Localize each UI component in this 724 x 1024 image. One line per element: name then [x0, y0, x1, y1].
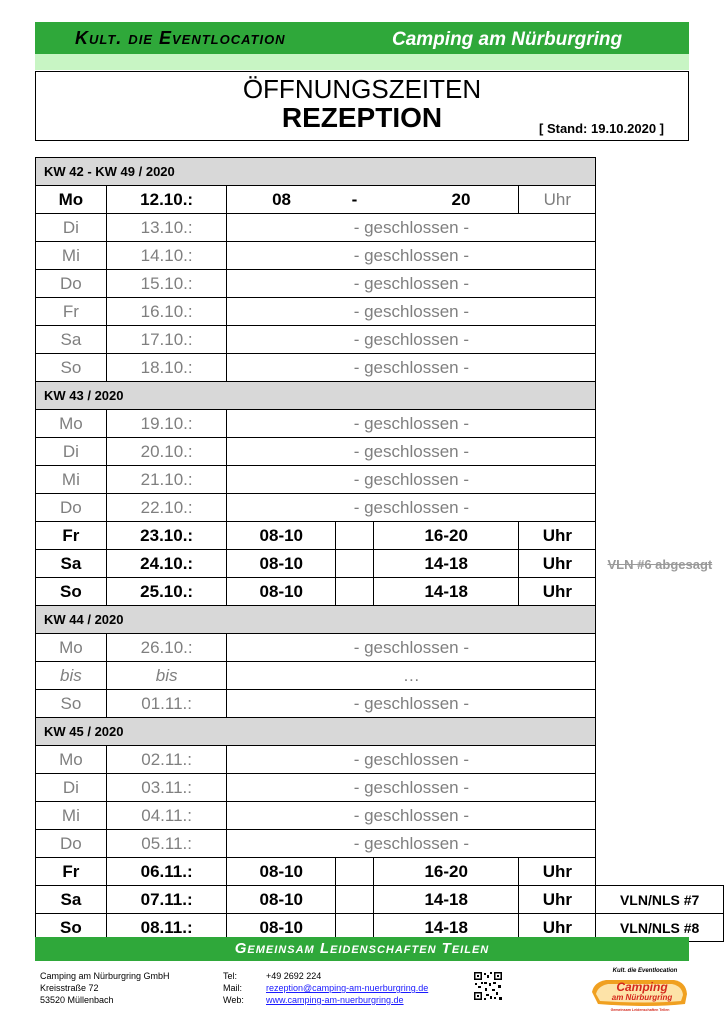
day-cell: So — [36, 578, 107, 606]
day-cell: So — [36, 914, 107, 942]
uhr-cell: Uhr — [519, 186, 596, 214]
contact-values — [266, 970, 428, 1006]
closed-cell: - geschlossen - — [227, 326, 596, 354]
closed-cell: - geschlossen - — [227, 270, 596, 298]
day-cell: Sa — [36, 550, 107, 578]
note-empty — [596, 186, 724, 214]
date-cell: 20.10.: — [106, 438, 227, 466]
closed-cell: - geschlossen - — [227, 298, 596, 326]
day-cell: So — [36, 690, 107, 718]
week-label: KW 42 - KW 49 / 2020 — [36, 158, 596, 186]
schedule-row — [36, 690, 724, 718]
empty-cell — [336, 550, 374, 578]
logo-main-text-2: am Nürburgring — [611, 993, 673, 1002]
week-label: KW 43 / 2020 — [36, 382, 596, 410]
date-cell: 07.11.: — [106, 886, 227, 914]
qr-code-icon — [473, 971, 503, 1001]
schedule-row — [36, 326, 724, 354]
camping-logo — [590, 964, 690, 1012]
note-empty — [596, 326, 724, 354]
week-label: KW 45 / 2020 — [36, 718, 596, 746]
day-cell: Fr — [36, 298, 107, 326]
date-cell: 23.10.: — [106, 522, 227, 550]
tel-value: +49 2692 224 — [266, 971, 322, 981]
uhr-cell: Uhr — [519, 522, 596, 550]
uhr-cell: Uhr — [519, 914, 596, 942]
day-cell: Mo — [36, 410, 107, 438]
closed-cell: - geschlossen - — [227, 494, 596, 522]
date-cell: 18.10.: — [106, 354, 227, 382]
schedule-row — [36, 298, 724, 326]
day-cell: Mi — [36, 802, 107, 830]
company-name: Camping am Nürburgring GmbH — [40, 971, 170, 981]
schedule-row — [36, 858, 724, 886]
company-city: 53520 Müllenbach — [40, 995, 114, 1005]
note-empty — [596, 774, 724, 802]
schedule-row — [36, 214, 724, 242]
mail-label: Mail: — [223, 983, 243, 993]
schedule-row — [36, 354, 724, 382]
time-slot-1-cell: 08-10 — [227, 522, 336, 550]
empty-cell — [336, 578, 374, 606]
closed-cell: - geschlossen - — [227, 410, 596, 438]
note-empty — [596, 354, 724, 382]
note-cell: VLN/NLS #8 — [596, 914, 724, 942]
time-slot-1-cell: 08-10 — [227, 550, 336, 578]
date-cell: 03.11.: — [106, 774, 227, 802]
day-cell: Fr — [36, 858, 107, 886]
note-empty — [596, 158, 724, 186]
date-cell: 16.10.: — [106, 298, 227, 326]
schedule-table — [35, 157, 724, 942]
cancelled-note: VLN #6 abgesagt — [607, 556, 713, 572]
schedule-row — [36, 830, 724, 858]
day-cell: Do — [36, 270, 107, 298]
day-cell: So — [36, 354, 107, 382]
date-cell: 21.10.: — [106, 466, 227, 494]
closed-cell: - geschlossen - — [227, 830, 596, 858]
date-cell: 06.11.: — [106, 858, 227, 886]
date-cell: 15.10.: — [106, 270, 227, 298]
day-cell: Di — [36, 438, 107, 466]
date-cell: 05.11.: — [106, 830, 227, 858]
page-subtitle: REZEPTION — [281, 102, 443, 133]
date-cell: 25.10.: — [106, 578, 227, 606]
closed-cell: - geschlossen - — [227, 774, 596, 802]
mail-link[interactable]: rezeption@camping-am-nuerburgring.de — [266, 983, 429, 993]
week-header-row — [36, 718, 724, 746]
closed-cell: - geschlossen - — [227, 690, 596, 718]
date-cell: 26.10.: — [106, 634, 227, 662]
empty-cell — [336, 858, 374, 886]
week-header-row — [36, 382, 724, 410]
time-slot-2-cell: 14-18 — [373, 914, 519, 942]
date-cell: 02.11.: — [106, 746, 227, 774]
time-slot-1-cell: 08-10 — [227, 578, 336, 606]
note-empty — [596, 662, 724, 690]
schedule-row — [36, 746, 724, 774]
closed-cell: - geschlossen - — [227, 214, 596, 242]
schedule-row — [36, 270, 724, 298]
time-slot-1-cell: 08-10 — [227, 886, 336, 914]
note-empty — [596, 214, 724, 242]
schedule-row — [36, 494, 724, 522]
note-empty — [596, 690, 724, 718]
schedule-row — [36, 578, 724, 606]
note-cell — [596, 550, 724, 578]
note-empty — [596, 634, 724, 662]
schedule-row — [36, 634, 724, 662]
note-empty — [596, 830, 724, 858]
day-cell: bis — [36, 662, 107, 690]
company-address — [40, 970, 170, 1006]
company-street: Kreisstraße 72 — [40, 983, 99, 993]
time-slot-1-cell: 08-10 — [227, 914, 336, 942]
schedule-row — [36, 186, 724, 214]
week-header-row — [36, 606, 724, 634]
contact-labels — [223, 970, 244, 1006]
week-label: KW 44 / 2020 — [36, 606, 596, 634]
day-cell: Do — [36, 830, 107, 858]
note-empty — [596, 578, 724, 606]
web-label: Web: — [223, 995, 244, 1005]
date-cell: 01.11.: — [106, 690, 227, 718]
closed-cell: - geschlossen - — [227, 746, 596, 774]
schedule-row — [36, 466, 724, 494]
note-empty — [596, 718, 724, 746]
schedule-row — [36, 886, 724, 914]
date-cell: 12.10.: — [106, 186, 227, 214]
note-empty — [596, 438, 724, 466]
closed-cell: - geschlossen - — [227, 634, 596, 662]
stand-date: [ Stand: 19.10.2020 ] — [539, 121, 664, 136]
note-empty — [596, 606, 724, 634]
logo-top-text: Kult. die Eventlocation — [612, 968, 678, 974]
uhr-cell: Uhr — [519, 858, 596, 886]
time-slot-2-cell: 14-18 — [373, 578, 519, 606]
header-kult-brand: Kult. die Eventlocation — [75, 28, 286, 48]
tel-label: Tel: — [223, 971, 238, 981]
closed-cell: - geschlossen - — [227, 802, 596, 830]
schedule-row — [36, 802, 724, 830]
day-cell: Mo — [36, 186, 107, 214]
day-cell: Di — [36, 214, 107, 242]
closed-cell: - geschlossen - — [227, 466, 596, 494]
web-link[interactable]: www.camping-am-nuerburgring.de — [266, 995, 404, 1005]
schedule-row — [36, 438, 724, 466]
schedule-row — [36, 522, 724, 550]
note-empty — [596, 858, 724, 886]
note-empty — [596, 802, 724, 830]
time-from-cell: 08 — [227, 186, 336, 214]
note-empty — [596, 522, 724, 550]
day-cell: Di — [36, 774, 107, 802]
day-cell: Do — [36, 494, 107, 522]
header-strip — [35, 54, 689, 70]
day-cell: Sa — [36, 326, 107, 354]
ellipsis-cell: … — [227, 662, 596, 690]
time-sep-cell: - — [336, 186, 374, 214]
schedule-row — [36, 662, 724, 690]
time-slot-2-cell: 16-20 — [373, 522, 519, 550]
time-slot-1-cell: 08-10 — [227, 858, 336, 886]
date-cell: bis — [106, 662, 227, 690]
day-cell: Fr — [36, 522, 107, 550]
header-camping-brand: Camping am Nürburgring — [392, 29, 623, 50]
closed-cell: - geschlossen - — [227, 242, 596, 270]
day-cell: Mi — [36, 242, 107, 270]
note-empty — [596, 746, 724, 774]
day-cell: Sa — [36, 886, 107, 914]
date-cell: 17.10.: — [106, 326, 227, 354]
schedule-row — [36, 550, 724, 578]
date-cell: 14.10.: — [106, 242, 227, 270]
date-cell: 04.11.: — [106, 802, 227, 830]
date-cell: 19.10.: — [106, 410, 227, 438]
empty-cell — [336, 522, 374, 550]
date-cell: 22.10.: — [106, 494, 227, 522]
week-header-row — [36, 158, 724, 186]
logo-sub-text: Gemeinsam Leidenschaften Teilen — [610, 1008, 670, 1012]
time-slot-2-cell: 14-18 — [373, 886, 519, 914]
page-title: ÖFFNUNGSZEITEN — [242, 74, 482, 104]
note-empty — [596, 298, 724, 326]
logo-main-text: Camping — [616, 980, 668, 994]
closed-cell: - geschlossen - — [227, 354, 596, 382]
note-empty — [596, 466, 724, 494]
uhr-cell: Uhr — [519, 550, 596, 578]
note-empty — [596, 270, 724, 298]
day-cell: Mo — [36, 634, 107, 662]
note-empty — [596, 382, 724, 410]
schedule-row — [36, 410, 724, 438]
note-empty — [596, 242, 724, 270]
footer-slogan: Gemeinsam Leidenschaften Teilen — [234, 940, 490, 957]
date-cell: 24.10.: — [106, 550, 227, 578]
note-empty — [596, 410, 724, 438]
schedule-row — [36, 242, 724, 270]
note-empty — [596, 494, 724, 522]
closed-cell: - geschlossen - — [227, 438, 596, 466]
day-cell: Mo — [36, 746, 107, 774]
time-to-cell: 20 — [373, 186, 519, 214]
date-cell: 13.10.: — [106, 214, 227, 242]
uhr-cell: Uhr — [519, 886, 596, 914]
uhr-cell: Uhr — [519, 578, 596, 606]
day-cell: Mi — [36, 466, 107, 494]
time-slot-2-cell: 16-20 — [373, 858, 519, 886]
empty-cell — [336, 886, 374, 914]
date-cell: 08.11.: — [106, 914, 227, 942]
time-slot-2-cell: 14-18 — [373, 550, 519, 578]
note-cell: VLN/NLS #7 — [596, 886, 724, 914]
schedule-row — [36, 774, 724, 802]
